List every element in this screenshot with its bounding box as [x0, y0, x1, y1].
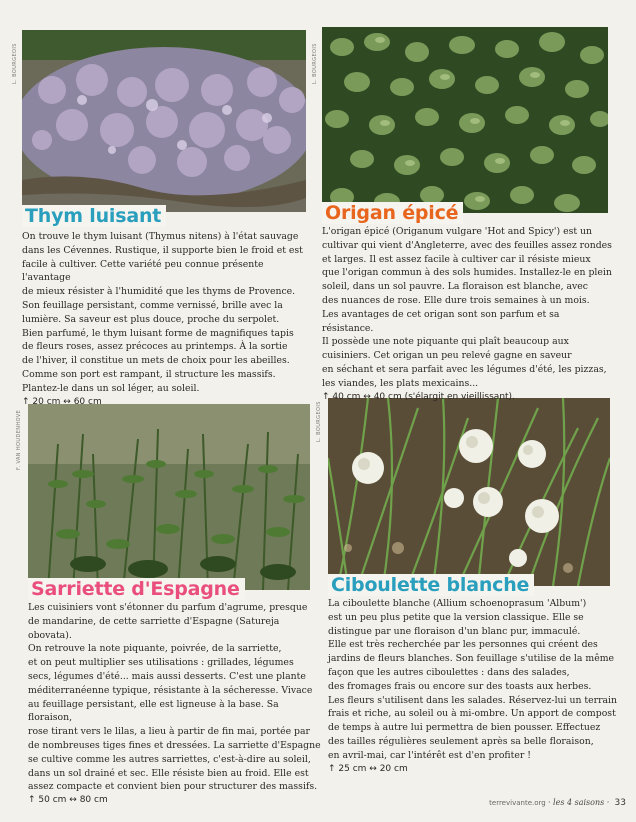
text-line: On trouve le thym luisant (Thymus nitens) à l'état sauvage — [22, 231, 299, 242]
text-line: de mandarine, de cette sarriette d'Espagne (Satureja obovata). — [28, 615, 280, 641]
text-line: au feuillage persistant, elle est ligneuse à la base. Sa floraison, — [28, 698, 279, 724]
chives-photo — [328, 398, 610, 586]
article-text — [28, 601, 324, 808]
photo-credit: F. VAN HOUDENHOVE — [16, 409, 22, 470]
text-line: facile à cultiver. Cette variété peu connue présente l'avantage — [22, 258, 264, 284]
dimensions: ↑ 25 cm ↔ 20 cm — [328, 763, 408, 774]
photo-credit: L. BOURGEOIS — [12, 43, 18, 84]
page-number: 33 — [614, 798, 626, 808]
text-line: est un peu plus petite que la version classique. Elle se — [328, 611, 584, 623]
dimensions: ↑ 40 cm ↔ 40 cm (s'élargit en vieillissant). — [322, 391, 515, 402]
footer-brand: · les 4 saisons · — [547, 798, 610, 807]
text-line: Elle est très recherchée par les personnes qui créent des — [328, 639, 598, 651]
text-line: que l'origan commun à des sols humides. Installez-le en plein — [322, 267, 612, 279]
dimensions: ↑ 50 cm ↔ 80 cm — [28, 795, 108, 806]
text-line: Plantez-le dans un sol léger, au soleil. — [22, 382, 200, 394]
text-line: Bien parfumé, le thym luisant forme de magnifiques tapis — [22, 327, 294, 339]
text-line: assez compacte et convient bien pour structurer des massifs. — [28, 781, 318, 793]
text-line: rose tirant vers le lilas, a lieu à partir de fin mai, portée par — [28, 726, 310, 738]
savory-photo — [28, 404, 310, 590]
oregano-photo — [322, 27, 608, 213]
article-text — [328, 597, 624, 776]
text-line: des nuances de rose. Elle dure trois semaines à un mois. — [322, 294, 590, 306]
text-line: L'origan épicé (Origanum vulgare 'Hot and Spicy') est un — [322, 226, 593, 237]
text-line: La ciboulette blanche (Allium schoenoprasum 'Album') — [328, 598, 587, 609]
text-line: secs, légumes d'été... mais aussi desserts. C'est une plante — [28, 670, 306, 682]
text-line: soleil, dans un sol pauvre. La floraison est blanche, avec — [322, 281, 588, 293]
text-line: de nombreuses tiges fines et dressées. La sarriette d'Espagne — [28, 739, 321, 751]
text-line: Il possède une note piquante qui plaît beaucoup aux — [322, 336, 569, 348]
text-line: des fromages frais ou encore sur des toasts aux herbes. — [328, 680, 592, 692]
text-line: en séchant et sera parfait avec les légumes d'été, les pizzas, — [322, 363, 607, 375]
text-line: de fleurs roses, assez précoces au printemps. À la sortie — [22, 341, 288, 353]
text-line: On retrouve la note piquante, poivrée, de la sarriette, — [28, 643, 282, 655]
text-line: et larges. Il est assez facile à cultiver car il résiste mieux — [322, 253, 591, 265]
text-line: Comme son port est rampant, il structure les massifs. — [22, 368, 276, 380]
text-line: en avril-mai, car l'intérêt est d'en profiter ! — [328, 749, 532, 761]
text-line: de l'hiver, il constitue un mets de choix pour les abeilles. — [22, 355, 290, 367]
text-line: Son feuillage persistant, comme vernissé, brille avec la — [22, 299, 283, 311]
text-line: cultivar qui vient d'Angleterre, avec des feuilles assez rondes — [322, 239, 612, 251]
text-line: distingue par une floraison d'un blanc pur, immaculé. — [328, 625, 581, 637]
text-line: se cultive comme les autres sarriettes, c'est-à-dire au soleil, — [28, 753, 311, 765]
text-line: et on peut multiplier ses utilisations : grillades, légumes — [28, 657, 294, 669]
article-text — [322, 225, 612, 404]
text-line: cuisiniers. Cet origan un peu relevé gagne en saveur — [322, 350, 572, 362]
text-line: Les fleurs s'utilisent dans les salades. Réservez-lui un terrain — [328, 694, 618, 706]
footer-site: terrevivante.org — [489, 799, 546, 807]
photo-credit: L. BOURGEOIS — [316, 401, 322, 442]
section-title: Thym luisant — [22, 205, 166, 227]
text-line: des tailles régulières seulement après sa belle floraison, — [328, 735, 594, 747]
thyme-photo — [22, 30, 306, 212]
text-line: de temps à autre lui permettra de bien pousser. Effectuez — [328, 722, 601, 734]
dimensions: ↑ 20 cm ↔ 60 cm — [22, 396, 102, 407]
text-line: Les avantages de cet origan sont son parfum et sa résistance. — [322, 308, 560, 334]
text-line: dans les Cévennes. Rustique, il supporte bien le froid et est — [22, 244, 303, 256]
section-title: Origan épicé — [322, 202, 463, 224]
text-line: de mieux résister à l'humidité que les thyms de Provence. — [22, 286, 296, 298]
text-line: les viandes, les plats mexicains... — [322, 377, 479, 389]
text-line: méditerranéenne typique, résistante à la sécheresse. Vivace — [28, 684, 313, 696]
page-footer — [489, 798, 626, 808]
article-text — [22, 230, 312, 409]
text-line: dans un sol drainé et sec. Elle résiste bien au froid. Elle est — [28, 767, 309, 779]
text-line: façon que les autres ciboulettes : dans des salades, — [328, 666, 570, 678]
section-title: Sarriette d'Espagne — [28, 578, 245, 600]
text-line: Les cuisiniers vont s'étonner du parfum d'agrume, presque — [28, 602, 308, 613]
section-title: Ciboulette blanche — [328, 574, 534, 596]
photo-credit: L. BOURGEOIS — [312, 43, 318, 84]
text-line: jardins de fleurs blanches. Son feuillage s'utilise de la même — [328, 653, 615, 665]
text-line: lumière. Sa saveur est plus douce, proche du serpolet. — [22, 313, 280, 325]
text-line: frais et riche, au soleil ou à mi-ombre. Un apport de compost — [328, 708, 616, 720]
